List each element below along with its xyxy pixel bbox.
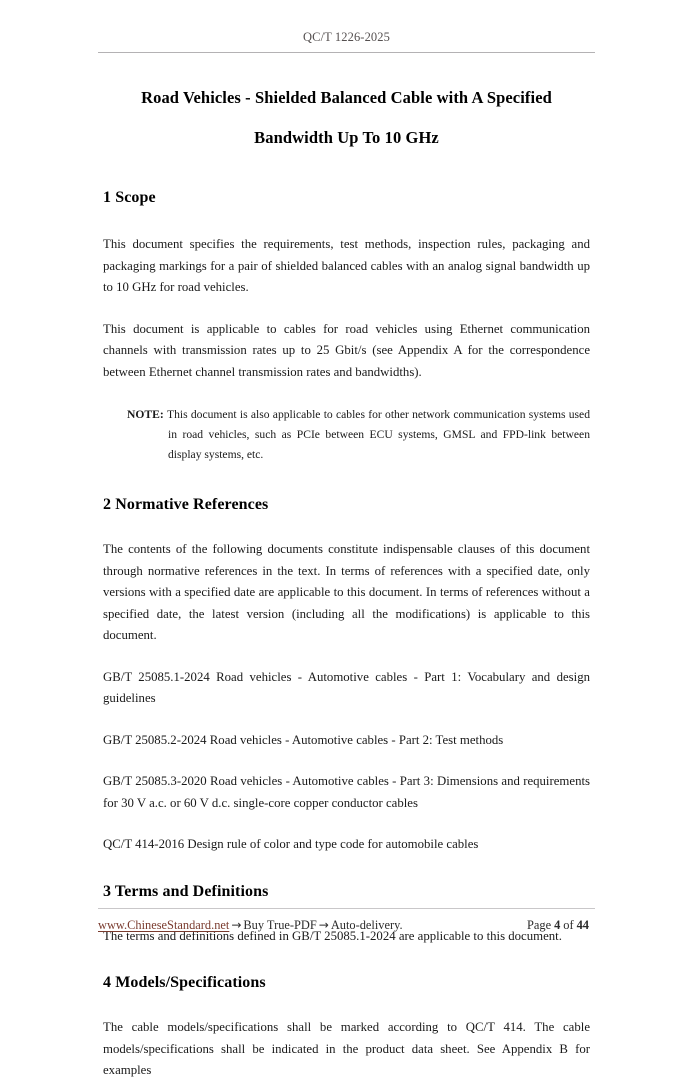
- models-specifications-paragraph: The cable models/specifications shall be marked according to QC/T 414. The cable models/specifications shall be indicated in the product data sheet. See Appendix B for examples: [103, 1020, 590, 1077]
- of-word: of: [563, 918, 574, 932]
- auto-delivery-label: Auto-delivery.: [330, 918, 403, 932]
- standard-code-header: QC/T 1226-2025: [303, 30, 390, 44]
- page-word: Page: [526, 918, 552, 932]
- reference-item-2: GB/T 25085.2-2024 Road vehicles - Automotive cables - Part 2: Test methods: [103, 732, 504, 747]
- section-heading-scope: 1 Scope: [103, 189, 156, 206]
- footer-promo: [98, 916, 403, 934]
- running-header: [98, 28, 595, 46]
- total-pages: 44: [576, 918, 589, 932]
- footer-divider: [98, 908, 595, 909]
- note-label: NOTE:: [127, 408, 164, 421]
- page-number: 4: [554, 918, 561, 932]
- page-indicator: [527, 916, 595, 934]
- chinesestandard-link[interactable]: www.ChineseStandard.net: [98, 918, 230, 932]
- reference-item-1: GB/T 25085.1-2024 Road vehicles - Automotive cables - Part 1: Vocabulary and design guidelines: [103, 669, 590, 705]
- header-divider: [98, 52, 595, 53]
- buy-true-pdf-label: Buy True-PDF: [243, 918, 317, 932]
- document-title-line-1: Road Vehicles - Shielded Balanced Cable with A Specified: [141, 88, 552, 107]
- arrow-right-icon-1: →: [231, 918, 242, 932]
- scope-paragraph-2: This document is applicable to cables for road vehicles using Ethernet communication channels with transmission rates up to 25 Gbit/s (see Appendix A for the correspondence between Ethernet channel transmission rates and bandwidths).: [103, 321, 590, 379]
- section-heading-normative-references: 2 Normative References: [103, 496, 269, 513]
- normative-references-intro: The contents of the following documents constitute indispensable clauses of this document through normative references in the text. In terms of references with a specified date, only versions with a specified date are applicable to this document. In terms of references without a specified date, the latest version (including all the modifications) is applicable to this document.: [103, 542, 590, 642]
- note-text: This document is also applicable to cables for other network communication systems used in road vehicles, such as PCIe between ECU systems, GMSL and FPD-link between display systems, etc.: [167, 408, 590, 461]
- reference-item-3: GB/T 25085.3-2020 Road vehicles - Automotive cables - Part 3: Dimensions and requirements for 30 V a.c. or 60 V d.c. single-core copper conductor cables: [103, 774, 590, 810]
- arrow-right-icon-2: →: [318, 918, 329, 932]
- terms-and-definitions-paragraph: The terms and definitions defined in GB/T 25085.1-2024 are applicable to this document.: [103, 928, 562, 943]
- document-title-line-2: Bandwidth Up To 10 GHz: [254, 128, 439, 147]
- scope-paragraph-1: This document specifies the requirements, test methods, inspection rules, packaging and packaging markings for a pair of shielded balanced cables with an analog signal bandwidth up to 10 GHz for road vehicles.: [103, 237, 590, 294]
- section-heading-terms-and-definitions: 3 Terms and Definitions: [103, 882, 269, 900]
- scope-note: [103, 405, 590, 465]
- document-title: [103, 78, 590, 158]
- section-heading-models-specifications: 4 Models/Specifications: [103, 974, 266, 991]
- page-footer: [98, 916, 595, 936]
- reference-item-4: QC/T 414-2016 Design rule of color and type code for automobile cables: [103, 837, 479, 851]
